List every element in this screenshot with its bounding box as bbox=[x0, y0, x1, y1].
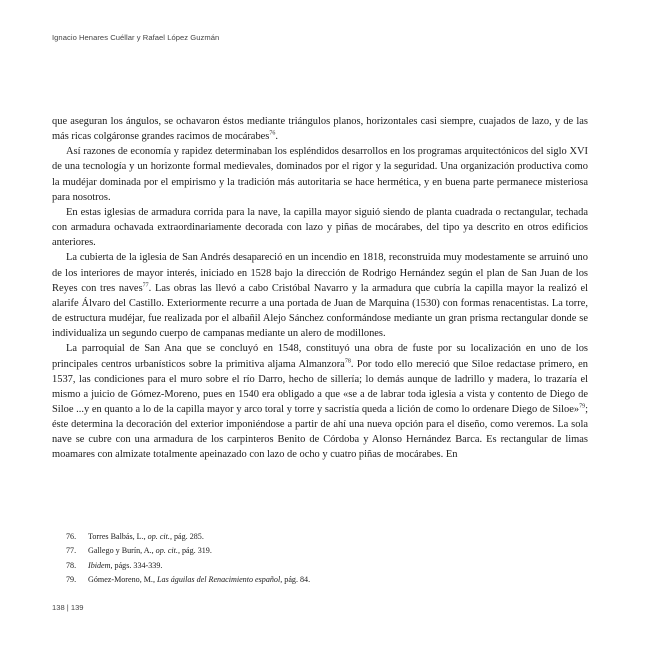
footnote-79 bbox=[66, 573, 586, 587]
paragraph-4 bbox=[52, 250, 588, 341]
paragraph-text: . Las obras las llevó a cabo Cristóbal Navarro y la armadura que cubría la capilla mayor la realizó el alarife Álvaro del Castillo. Exteriormente recurre a una portada de Juan de Marquina (1530) con formas renacentistas. La torre, de estructura mudéjar, fue realizada por el albañil Alejo Sánchez conformándose mediante un gran prisma rectangular donde se individualiza un segundo cuerpo de campanas mediante un alero de modillones. bbox=[52, 282, 588, 340]
paragraph-5 bbox=[52, 341, 588, 462]
footnote-ref-77[interactable]: 77 bbox=[142, 282, 149, 289]
page-number: 138 | 139 bbox=[52, 603, 84, 612]
paragraph-text: Así razones de economía y rapidez determinaban los espléndidos desarrollos en los programas arquitectónicos del siglo XVI de una tecnología y un horizonte formal medievales, dominados por el rigor y la seguridad. Una organización productiva como la mudéjar dominada por el empirismo y la tradición más autoritaria se hace hermética, y en buena parte permanece misteriosa para nosotros. bbox=[52, 146, 588, 203]
paragraph-1: que aseguran los ángulos, se ochavaron éstos mediante triángulos planos, horizontales casi siempre, cuajados de lazo, y de las más ricas colgáronse grandes racimos de mocárabes$^{76}$. bbox=[52, 116, 588, 143]
footnote-text: Ibidem, págs. 334-339. bbox=[88, 560, 163, 570]
footnote-text: Gómez-Moreno, M., Las águilas del Renacimiento español, pág. 84. bbox=[88, 574, 311, 584]
paragraph-text: La cubierta de la iglesia de San Andrés desapareció en un incendio en 1818, reconstruida muy modestamente se arruinó uno de los interiores de mayor interés, iniciado en 1528 bajo la dirección de Rodrigo Hernández según el plan de San Juan de los Reyes con tres naves bbox=[52, 252, 588, 294]
paragraph-text: ; éste determina la decoración del exterior imponiéndose a partir de ahí una nueva opción para el diseño, como veremos. La sola nave se cubre con una armadura de los carpinteros Benito de Córdoba y Alonso Hernández Barca. Es rectangular de limas moamares con almizate totalmente apeinazado con lazo de ocho y cuatro piñas de mocárabes. En bbox=[52, 403, 588, 461]
body-text bbox=[52, 114, 588, 463]
footnote-text: Torres Balbás, L., op. cit., pág. 285. bbox=[88, 532, 204, 541]
paragraph-text: En estas iglesias de armadura corrida para la nave, la capilla mayor siguió siendo de planta cuadrada o rectangular, techada con armadura ochavada extraordinariamente decorada con lazo y piñas de mocárabes, del tipo ya descrito en otros edificios anteriores. bbox=[52, 206, 588, 249]
footnote-number: 76. bbox=[66, 532, 77, 541]
paragraph-text: La parroquial de San Ana que se concluyó en 1548, constituyó una obra de fuste por su localización en uno de los principales centros urbanísticos sobre la primitiva aljama Almanzora bbox=[52, 343, 588, 370]
footnote-number: 77. bbox=[66, 546, 77, 556]
paragraph-2 bbox=[52, 144, 588, 205]
running-head: Ignacio Henares Cuéllar y Rafael López Guzmán bbox=[52, 33, 220, 42]
footnote-76 bbox=[66, 530, 586, 544]
paragraph-text: que aseguran los ángulos, se ochavaron éstos mediante triángulos planos, horizontales casi siempre, cuajados de lazo, y de las más ricas colgáronse grandes racimos de mocárabes bbox=[52, 116, 588, 143]
footnote-number: 78. bbox=[66, 560, 77, 570]
paragraph-3 bbox=[52, 205, 588, 250]
footnote-number: 79. bbox=[66, 574, 77, 584]
footnote-ref-79[interactable]: 79 bbox=[579, 403, 586, 410]
footnote-ref-78[interactable]: 78 bbox=[344, 358, 351, 365]
footnote-ref-76[interactable]: 76 bbox=[269, 130, 276, 137]
footnote-text: Gallego y Burín, A., op. cit., pág. 319. bbox=[88, 546, 212, 556]
footnote-77 bbox=[66, 544, 586, 558]
footnotes bbox=[66, 530, 586, 587]
footnote-78 bbox=[66, 559, 586, 573]
paragraph-text: . Por todo ello mereció que Siloe redactase primero, en 1537, las condiciones para el muro sobre el río Darro, hecho de sillería; lo demás aunque de ladrillo y madera, lo trazaría el mismo a juicio de Gómez-Moreno, pues en 1540 era obligado a que «se a de labrar toda iglesia a vista y contento de Diego de Siloe ...y en quanto a lo de la capilla mayor y arco toral y torre y sacristía queda a lición de como lo ordenare Diego de Siloe» bbox=[52, 358, 588, 415]
